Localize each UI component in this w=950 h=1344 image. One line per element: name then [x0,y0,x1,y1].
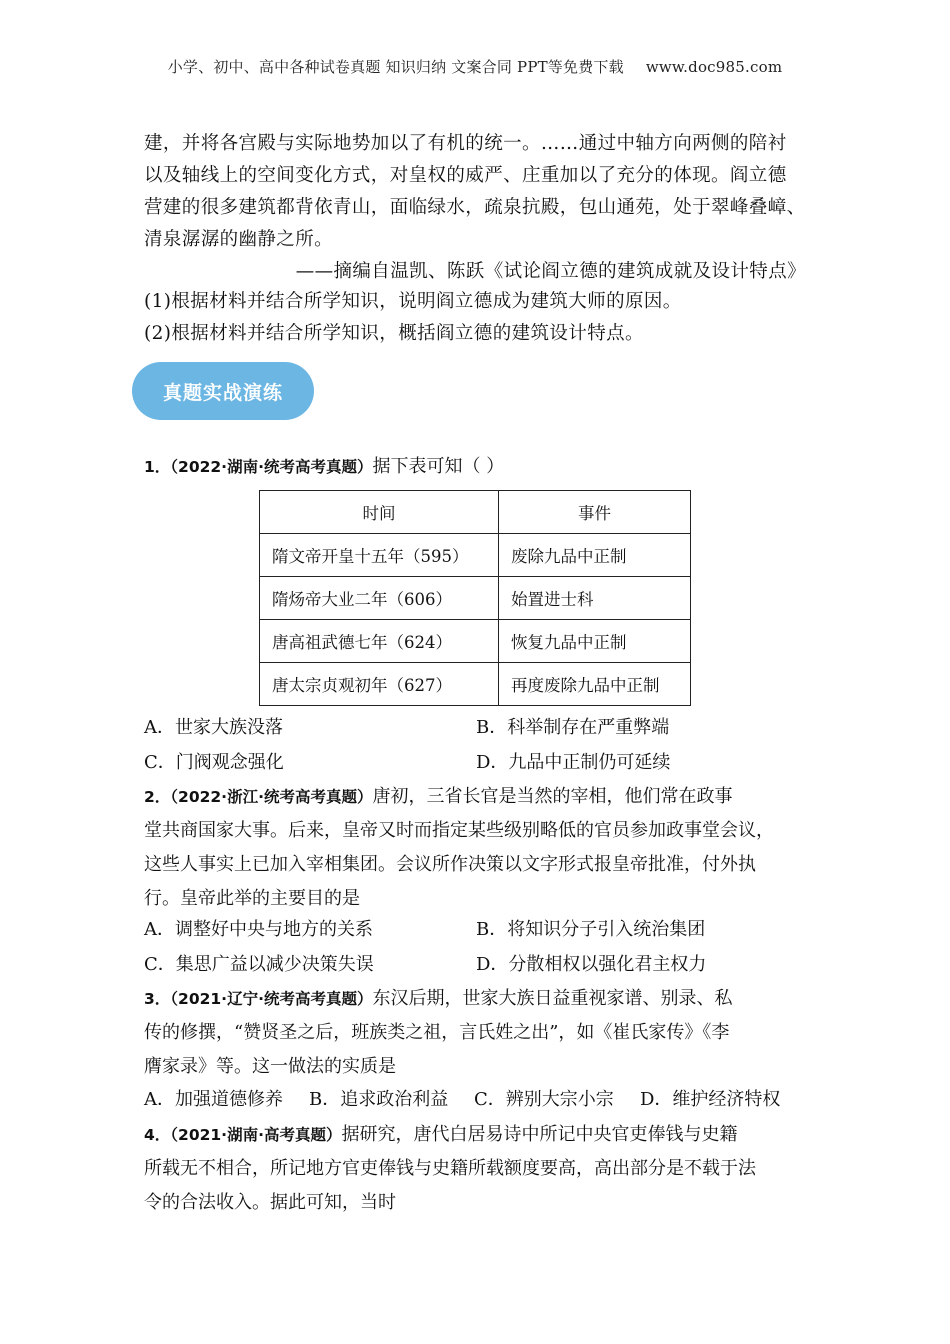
question-stem: 膺家录》等。这一做法的实质是 [144,1056,396,1077]
question-number: 1． [144,458,171,476]
table-cell: 恢复九品中正制 [499,620,691,663]
option-b[interactable]: B．将知识分子引入统治集团 [476,919,706,940]
question-stem: 这些人事实上已加入宰相集团。会议所作决策以文字形式报皇帝批准，付外执 [144,854,756,875]
table-header-row [260,491,691,534]
question-stem: 所载无不相合，所记地方官吏俸钱与史籍所载额度要高，高出部分是不载于法 [144,1158,756,1179]
passage-line: 建，并将各宫殿与实际地势加以了有机的统一。……通过中轴方向两侧的陪衬 [144,133,787,154]
option-b[interactable]: B．科举制存在严重弊端 [476,717,670,738]
question-3-options [144,1082,844,1117]
passage-line: 清泉潺潺的幽静之所。 [144,229,334,250]
passage-line: 营建的很多建筑都背依青山，面临绿水，疏泉抗殿，包山通苑，处于翠峰叠嶂、 [144,197,806,218]
header-url[interactable]: www.doc985.com [645,58,783,76]
table-cell: 隋炀帝大业二年（606） [260,577,499,620]
table-header: 时间 [260,491,499,534]
question-stem: 令的合法收入。据此可知，当时 [144,1192,396,1213]
question-stem: 据下表可知（ ） [372,456,505,477]
page-header [0,56,950,77]
table-row [260,577,691,620]
question-1-options [144,710,844,780]
option-a[interactable]: A．调整好中央与地方的关系 [144,919,373,940]
sub-question-2: (2)根据材料并结合所学知识，概括阎立德的建筑设计特点。 [144,323,644,344]
table-cell: 唐太宗贞观初年（627） [260,663,499,706]
option-c[interactable]: C．门阀观念强化 [144,752,284,773]
events-table [259,490,691,706]
option-c[interactable]: C．辨别大宗小宗 [474,1089,614,1110]
question-number: 4． [144,1126,171,1144]
question-stem: 传的修撰，“赞贤圣之后，班族类之祖，言氏姓之出”，如《崔氏家传》《李 [144,1022,730,1043]
option-d[interactable]: D．分散相权以强化君主权力 [476,954,707,975]
option-a[interactable]: A．加强道德修养 [144,1089,283,1110]
sub-question-1: (1)根据材料并结合所学知识，说明阎立德成为建筑大师的原因。 [144,291,682,312]
table-row [260,663,691,706]
table-row [260,534,691,577]
table-cell: 废除九品中正制 [499,534,691,577]
passage [144,128,812,350]
question-stem: 堂共商国家大事。后来，皇帝又时而指定某些级别略低的官员参加政事堂会议， [144,820,774,841]
question-number: 2． [144,788,171,806]
table-header: 事件 [499,491,691,534]
option-a[interactable]: A．世家大族没落 [144,717,283,738]
question-source: （2022·浙江·统考高考真题） [170,788,373,806]
question-3 [144,982,812,1084]
table-cell: 隋文帝开皇十五年（595） [260,534,499,577]
table-row [260,620,691,663]
option-d[interactable]: D．九品中正制仍可延续 [476,752,671,773]
option-b[interactable]: B．追求政治利益 [309,1089,449,1110]
question-4 [144,1118,812,1220]
header-text: 小学、初中、高中各种试卷真题 知识归纳 文案合同 PPT等免费下载 [167,58,624,76]
table-cell: 唐高祖武德七年（624） [260,620,499,663]
question-source: （2021·辽宁·统考高考真题） [170,990,373,1008]
question-2-options [144,912,844,982]
question-stem: 行。皇帝此举的主要目的是 [144,888,360,909]
question-2 [144,780,812,916]
passage-line: 以及轴线上的空间变化方式，对皇权的威严、庄重加以了充分的体现。阎立德 [144,165,787,186]
question-1 [144,450,812,484]
table-cell: 再度废除九品中正制 [499,663,691,706]
question-stem: 东汉后期，世家大族日益重视家谱、别录、私 [372,988,733,1009]
question-number: 3． [144,990,171,1008]
question-stem: 唐初，三省长官是当然的宰相，他们常在政事 [372,786,733,807]
option-d[interactable]: D．维护经济特权 [640,1089,781,1110]
section-title-badge: 真题实战演练 [132,362,314,420]
question-stem: 据研究，唐代白居易诗中所记中央官吏俸钱与史籍 [341,1124,738,1145]
question-source: （2022·湖南·统考高考真题） [170,458,373,476]
passage-source: ——摘编自温凯、陈跃《试论阎立德的建筑成就及设计特点》 [295,261,806,282]
table-cell: 始置进士科 [499,577,691,620]
question-source: （2021·湖南·高考真题） [170,1126,342,1144]
option-c[interactable]: C．集思广益以减少决策失误 [144,954,374,975]
